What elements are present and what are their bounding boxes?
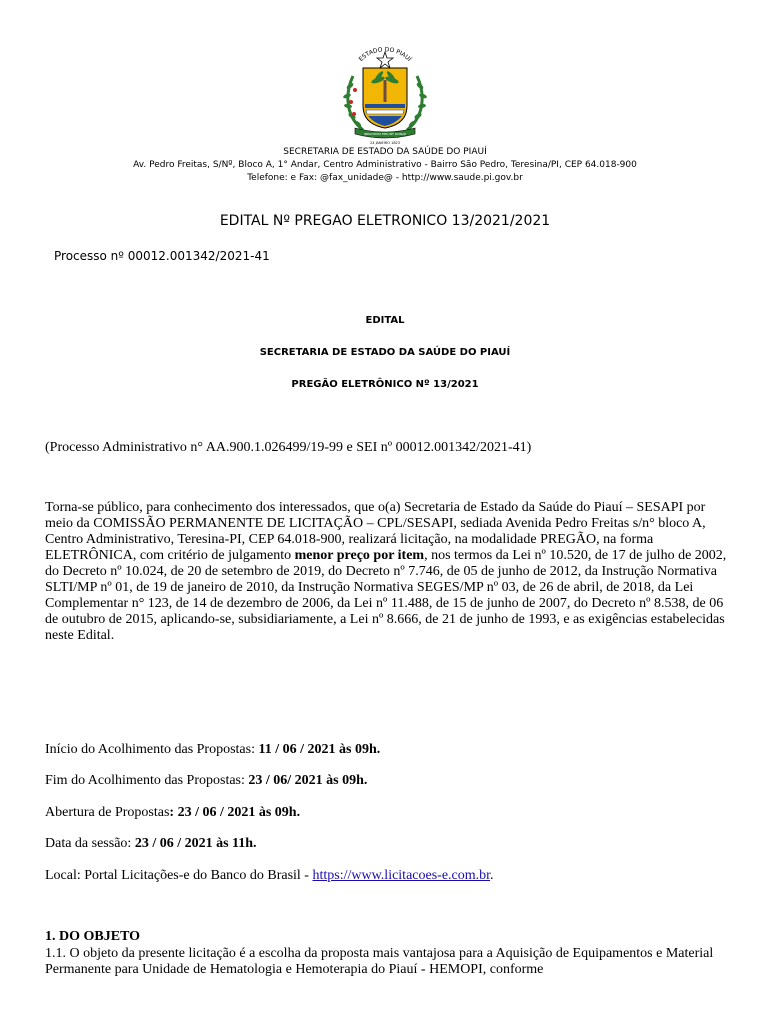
- org-line: SECRETARIA DE ESTADO DA SAÚDE DO PIAUÍ: [283, 147, 487, 157]
- sessao-value: 23 / 06 / 2021 às 11h.: [134, 836, 257, 851]
- fim-line: [45, 773, 730, 789]
- inicio-line: [45, 742, 730, 758]
- pregao-label: PREGÃO ELETRÔNICO Nº 13/2021: [291, 379, 479, 390]
- abertura-line: [45, 805, 730, 821]
- local-end: .: [490, 868, 494, 883]
- edital-label: EDITAL: [365, 315, 405, 326]
- sessao-label: Data da sessão:: [45, 836, 135, 851]
- intro-paragraph: [45, 500, 730, 644]
- abertura-value: : 23 / 06 / 2021 às 09h.: [169, 805, 301, 820]
- contact-line: Telefone: e Fax: @fax_unidade@ - http://www.saude.pi.gov.br: [247, 173, 523, 183]
- objeto-text: 1.1. O objeto da presente licitação é a escolha da proposta mais vantajosa para a Aquisição de Equipamentos e Material Permanente para Unidade de Hematologia e Hemoterapia do Piauí - HEMOPI, conforme: [45, 946, 714, 977]
- crest-ribbon-text: IMPAVIDUM FERUNT RUINAE: [363, 132, 407, 136]
- sessao-line: [45, 836, 730, 852]
- licitacoes-link[interactable]: https://www.licitacoes-e.com.br: [312, 868, 491, 883]
- secretaria-label: SECRETARIA DE ESTADO DA SAÚDE DO PIAUÍ: [259, 347, 511, 358]
- fim-label: Fim do Acolhimento das Propostas:: [45, 773, 249, 788]
- intro-text-part1: Torna-se público, para conhecimento dos interessados, que o(a) Secretaria de Estado da Saúde do Piauí – SESAPI por meio da COMISSÃO PERMANENTE DE LICITAÇÃO – CPL/SESAPI, sediada Avenida Pedro Freitas s/n° bloco A, Centro Administrativo, Teresina-PI, CEP 64.018-900, realizará licitação, na modalidade PREGÃO, na forma ELETRÔNICA, com critério de julgamento: [45, 500, 706, 563]
- processo-number: Processo nº 00012.001342/2021-41: [54, 249, 270, 263]
- inicio-label: Início do Acolhimento das Propostas:: [45, 742, 259, 757]
- fim-value: 23 / 06/ 2021 às 09h.: [248, 773, 368, 788]
- intro-text-part2: , nos termos da Lei nº 10.520, de 17 de julho de 2002, do Decreto nº 10.024, de 20 de setembro de 2019, do Decreto nº 7.746, de 05 de junho de 2012, da Instrução Normativa SLTI/MP nº 01, de 19 de janeiro de 2010, da Instrução Normativa SEGES/MP nº 03, de 26 de abril, de 2018, da Lei Complementar n° 123, de 14 de dezembro de 2006, da Lei nº 11.488, de 15 de junho de 2007, do Decreto nº 8.538, de 06 de outubro de 2015, aplicando-se, subsidiariamente, a Lei nº 8.666, de 21 de junho de 1993, e as exigências estabelecidas neste Edital.: [45, 548, 727, 643]
- coat-of-arms-logo: [335, 38, 435, 146]
- processo-administrativo: (Processo Administrativo n° AA.900.1.026499/19-99 e SEI nº 00012.001342/2021-41): [45, 440, 532, 455]
- edital-title: EDITAL Nº PREGAO ELETRONICO 13/2021/2021: [219, 213, 551, 229]
- intro-text-bold: menor preço por item: [294, 548, 425, 563]
- inicio-value: 11 / 06 / 2021 às 09h.: [258, 742, 381, 757]
- local-line: [45, 868, 730, 884]
- local-label: Local: Portal Licitações-e do Banco do Brasil -: [45, 868, 313, 883]
- crest-arc-text: ESTADO DO PIAUÍ: [357, 46, 413, 63]
- abertura-label: Abertura de Propostas: [45, 805, 170, 820]
- address-line: Av. Pedro Freitas, S/Nº, Bloco A, 1° Andar, Centro Administrativo - Bairro São Pedro, Teresina/PI, CEP 64.018-900: [133, 160, 637, 170]
- crest-date-text: 24 JANEIRO 1823: [370, 141, 400, 145]
- objeto-heading: 1. DO OBJETO: [45, 929, 141, 944]
